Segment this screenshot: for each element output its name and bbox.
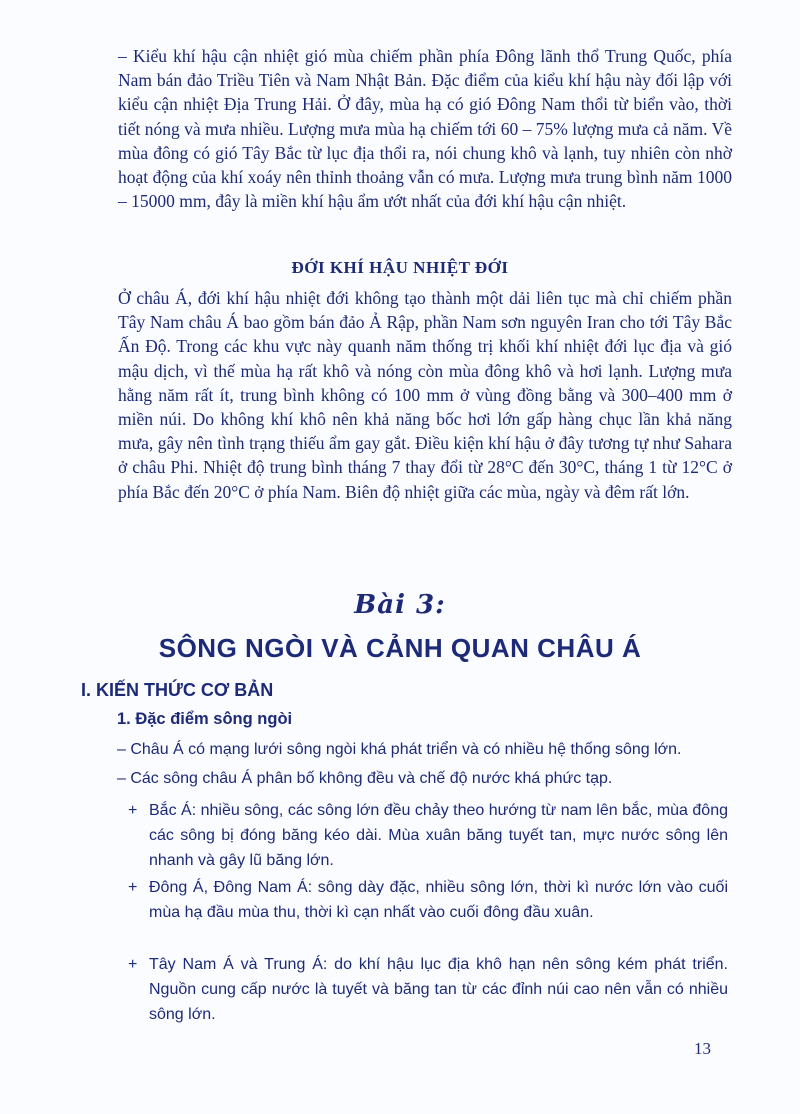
list-item-text: Bắc Á: nhiều sông, các sông lớn đều chảy theo hướng từ nam lên bắc, mùa đông các sông bị đóng băng kéo dài. Mùa xuân băng tuyết tan, mực nước sông lên nhanh và gây lũ băng lớn. xyxy=(149,802,728,869)
tropical-zone-paragraph: Ở châu Á, đới khí hậu nhiệt đới không tạo thành một dải liên tục mà chỉ chiếm phần Tây Nam châu Á bao gồm bán đảo Ả Rập, phần Nam sơn nguyên Iran cho tới Tây Bắc Ấn Độ. Trong các khu vực này quanh năm thống trị khối khí nhiệt đới lục địa và gió mậu dịch, vì thế mùa hạ rất khô và nóng còn mùa đông khô và hơi lạnh. Lượng mưa hằng năm rất ít, trung bình không có 100 mm ở vùng đồng bằng và 300–400 mm ở miền núi. Do không khí khô nên khả năng bốc hơi lớn gấp hàng chục lần khả năng mưa, gây nên tình trạng thiếu ẩm gay gắt. Điều kiện khí hậu ở đây tương tự như Sahara ở châu Phi. Nhiệt độ trung bình tháng 7 thay đổi từ 28°C đến 30°C, tháng 1 từ 12°C ở phía Bắc đến 20°C ở phía Nam. Biên độ nhiệt giữa các mùa, ngày và đêm rất lớn. xyxy=(118,288,732,502)
list-item-text: Đông Á, Đông Nam Á: sông dày đặc, nhiều sông lớn, thời kì nước lớn vào cuối mùa hạ đầu mùa thu, thời kì cạn nhất vào cuối đông đầu xuân. xyxy=(149,879,728,921)
subsection-heading: 1. Đặc điểm sông ngòi xyxy=(117,710,293,728)
plus-bullet-icon: + xyxy=(128,879,138,896)
tropical-zone-heading: ĐỚI KHÍ HẬU NHIỆT ĐỚI xyxy=(291,258,509,277)
river-network-line: – Châu Á có mạng lưới sông ngòi khá phát triển và có nhiều hệ thống sông lớn. xyxy=(117,741,682,758)
river-distribution-line: – Các sông châu Á phân bố không đều và chế độ nước khá phức tạp. xyxy=(117,770,613,787)
list-item-north-asia xyxy=(128,798,728,873)
plus-bullet-icon: + xyxy=(128,956,138,973)
page-number: 13 xyxy=(694,1039,711,1058)
list-item-east-asia xyxy=(128,875,728,925)
lesson-title: SÔNG NGÒI VÀ CẢNH QUAN CHÂU Á xyxy=(158,633,642,663)
list-item-text: Tây Nam Á và Trung Á: do khí hậu lục địa khô hạn nên sông kém phát triển. Nguồn cung cấp nước là tuyết và băng tan từ các đỉnh núi cao nên vẫn có nhiều sông lớn. xyxy=(149,956,728,1023)
list-item-southwest-asia xyxy=(128,952,728,1027)
plus-bullet-icon: + xyxy=(128,802,138,819)
section-heading: I. KIẾN THỨC CƠ BẢN xyxy=(81,680,274,700)
subtropical-monsoon-paragraph: – Kiểu khí hậu cận nhiệt gió mùa chiếm phần phía Đông lãnh thổ Trung Quốc, phía Nam bán đảo Triều Tiên và Nam Nhật Bản. Đặc điểm của kiểu khí hậu này đối lập với kiểu cận nhiệt Địa Trung Hải. Ở đây, mùa hạ có gió Đông Nam thổi từ biển vào, thời tiết nóng và mưa nhiều. Lượng mưa mùa hạ chiếm tới 60 – 75% lượng mưa cả năm. Về mùa đông có gió Tây Bắc từ lục địa thổi ra, nói chung khô và lạnh, tuy nhiên còn nhờ hoạt động của khí xoáy nên thỉnh thoảng vẫn có mưa. Lượng mưa trung bình năm 1000 – 15000 mm, đây là miền khí hậu ẩm ướt nhất của đới khí hậu cận nhiệt. xyxy=(118,46,732,212)
lesson-label: Bài 3: xyxy=(354,590,446,620)
